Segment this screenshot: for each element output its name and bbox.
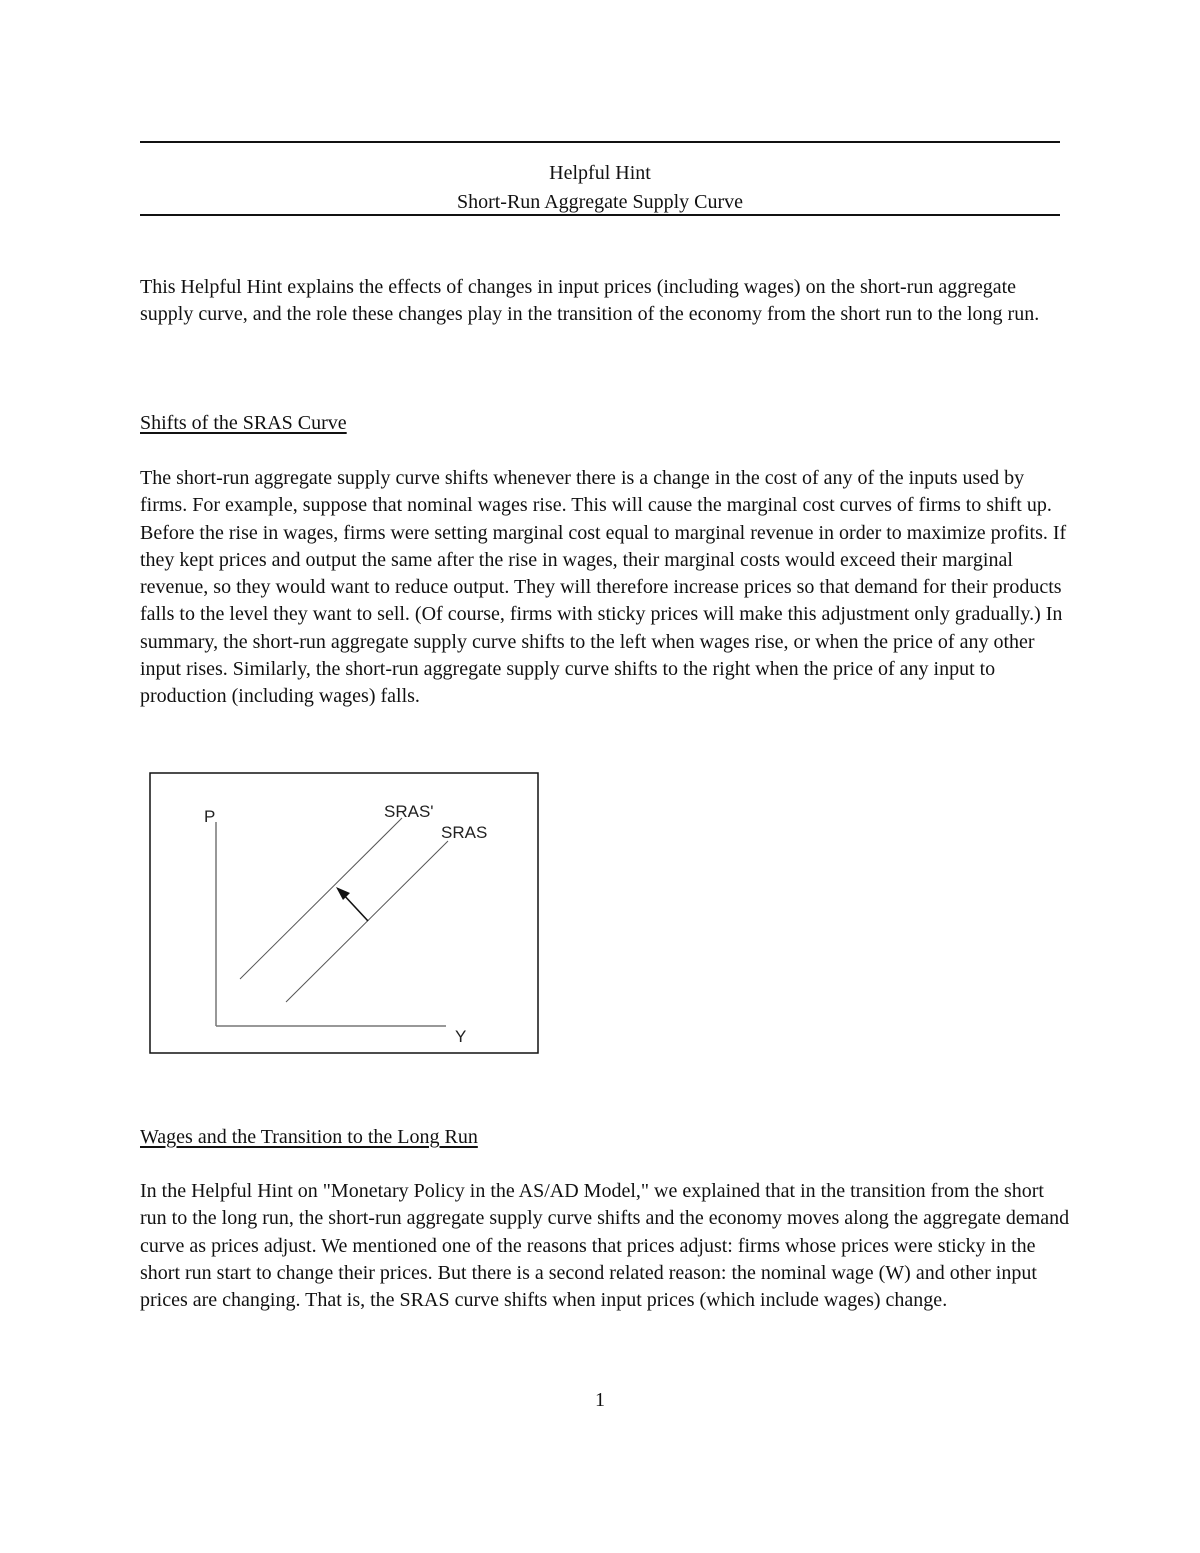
document-subtitle: Short-Run Aggregate Supply Curve bbox=[456, 191, 744, 213]
section-heading-shifts: Shifts of the SRAS Curve bbox=[140, 412, 347, 434]
sras-shift-figure bbox=[149, 772, 539, 1054]
sras-diagram bbox=[149, 772, 539, 1054]
document-title: Helpful Hint bbox=[549, 162, 651, 184]
header-bottom-rule bbox=[140, 214, 1060, 216]
document-header bbox=[140, 159, 1060, 217]
header-top-rule bbox=[140, 141, 1060, 143]
sras-original-label: SRAS bbox=[441, 823, 488, 842]
y-axis-label: P bbox=[204, 807, 216, 826]
intro-paragraph: This Helpful Hint explains the effects of changes in input prices (including wages) on the short-run aggregate supply curve, and the role these changes play in the transition of the economy from the short run to the long run. bbox=[140, 276, 1040, 326]
page-number: 1 bbox=[595, 1389, 605, 1411]
x-axis-label: Y bbox=[455, 1027, 467, 1046]
section-heading-wages: Wages and the Transition to the Long Run bbox=[140, 1126, 478, 1148]
section-paragraph-shifts: The short-run aggregate supply curve shifts whenever there is a change in the cost of any of the inputs used by firms. For example, suppose that nominal wages rise. This will cause the marginal cost curves of firms to shift up. Before the rise in wages, firms were setting marginal cost equal to marginal revenue in order to maximize profits. If they kept prices and output the same after the rise in wages, their marginal costs would exceed their marginal revenue, so they would want to reduce output. They will therefore increase prices so that demand for their products falls to the level they want to sell. (Of course, firms with sticky prices will make this adjustment only gradually.) In summary, the short-run aggregate supply curve shifts to the left when wages rise, or when the price of any other input rises. Similarly, the short-run aggregate supply curve shifts to the right when the price of any input to production (including wages) falls. bbox=[140, 467, 1067, 708]
sras-shifted-label: SRAS' bbox=[384, 802, 434, 821]
section-paragraph-wages: In the Helpful Hint on "Monetary Policy in the AS/AD Model," we explained that in the transition from the short run to the long run, the short-run aggregate supply curve shifts and the economy moves along the aggregate demand curve as prices adjust. We mentioned one of the reasons that prices adjust: firms whose prices were sticky in the short run start to change their prices. But there is a second related reason: the nominal wage (W) and other input prices are changing. That is, the SRAS curve shifts when input prices (which include wages) change. bbox=[140, 1180, 1070, 1312]
